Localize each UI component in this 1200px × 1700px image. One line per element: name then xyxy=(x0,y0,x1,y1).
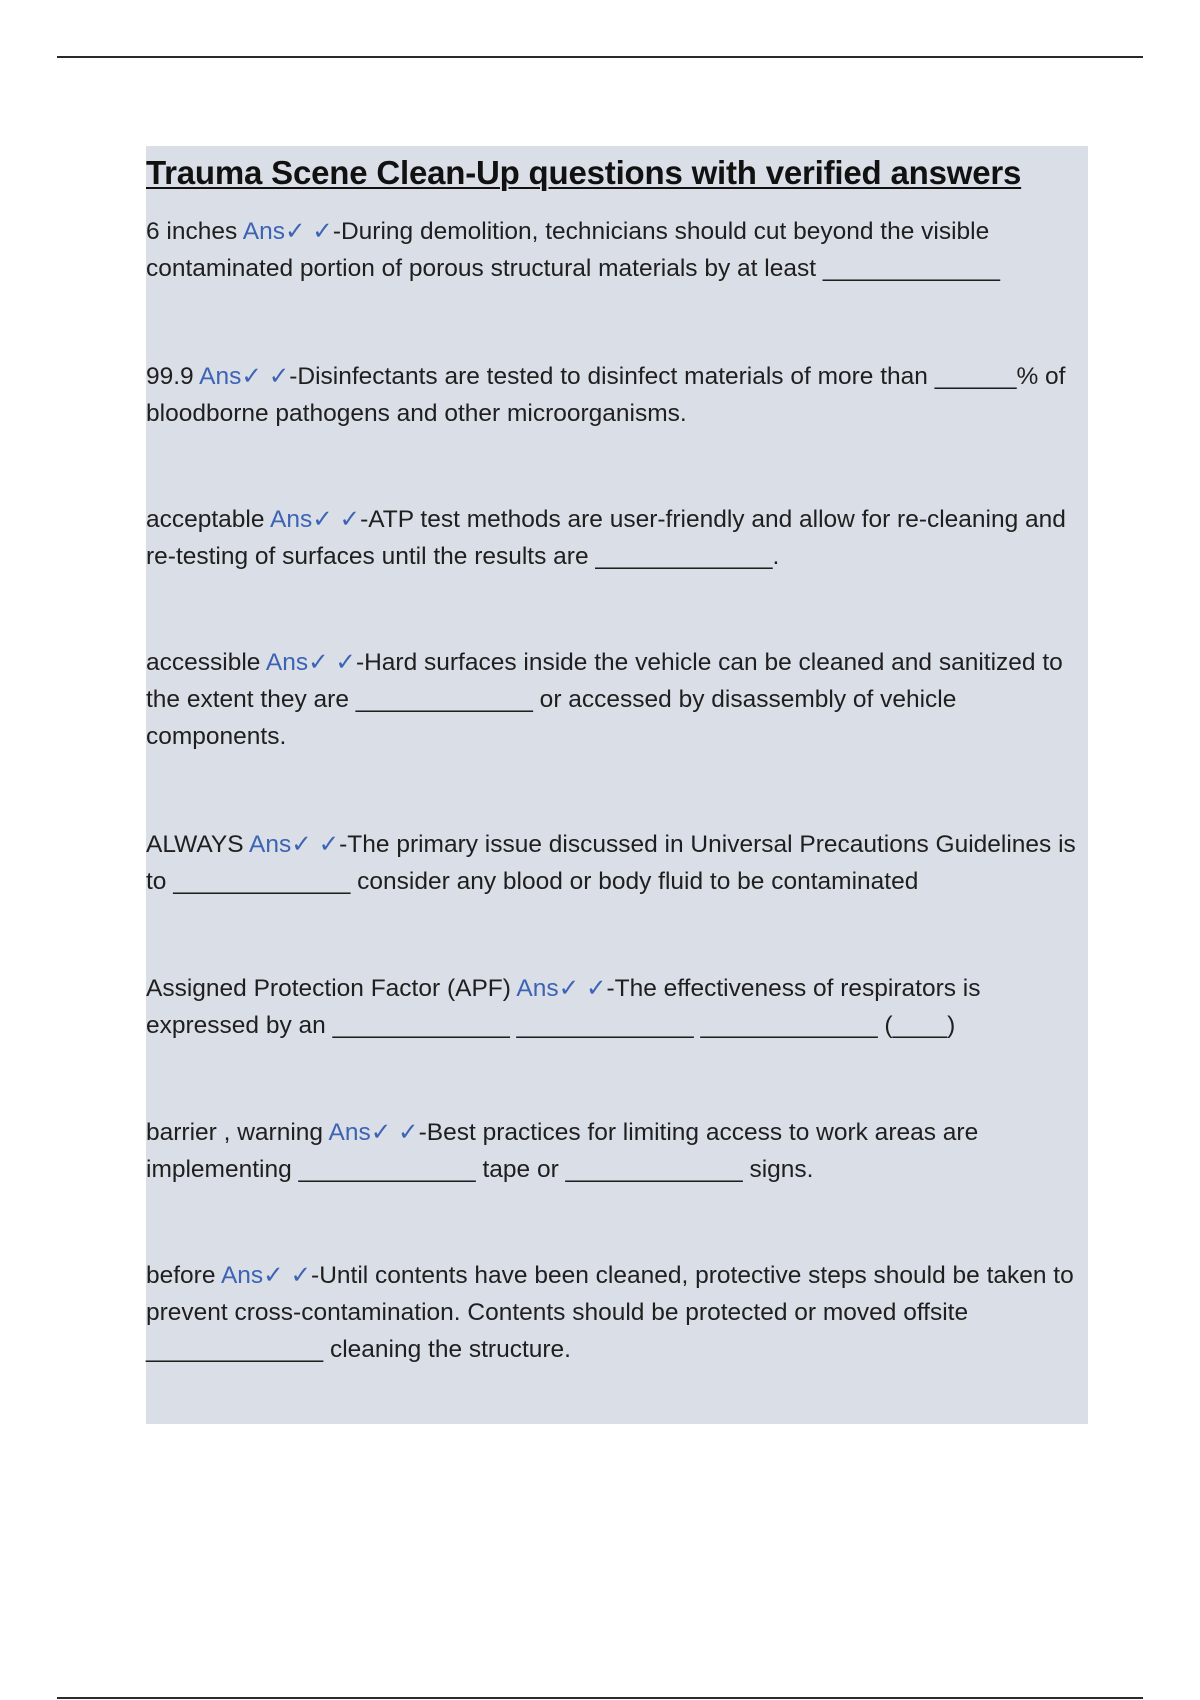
qa-item xyxy=(146,1114,1086,1188)
top-rule xyxy=(57,56,1143,58)
answer-marker: Ans✓ ✓ xyxy=(249,831,340,858)
answer-text: accessible xyxy=(146,649,261,676)
question-text: -Until contents have been cleaned, protective steps should be taken to prevent cross-contamination. Contents should be protected or moved offsite _____________ cleaning the structure. xyxy=(146,1262,1074,1363)
question-text: -The effectiveness of respirators is expressed by an _____________ _____________ _____________ (____) xyxy=(146,975,981,1039)
answer-marker: Ans✓ ✓ xyxy=(516,975,607,1002)
answer-marker: Ans✓ ✓ xyxy=(328,1119,419,1146)
qa-item xyxy=(146,826,1086,900)
answer-marker: Ans✓ ✓ xyxy=(199,363,290,390)
answer-text: 6 inches xyxy=(146,218,238,245)
answer-text: acceptable xyxy=(146,506,265,533)
content-panel xyxy=(146,146,1088,1424)
answer-marker: Ans✓ ✓ xyxy=(265,649,356,676)
qa-item xyxy=(146,970,1086,1044)
answer-marker: Ans✓ ✓ xyxy=(220,1262,312,1289)
question-text: -Hard surfaces inside the vehicle can be cleaned and sanitized to the extent they are _____________ or accessed by disassembly of vehicle components. xyxy=(146,649,1063,750)
question-text: -Disinfectants are tested to disinfect materials of more than ______% of bloodborne pathogens and other microorganisms. xyxy=(146,363,1066,427)
answer-text: Assigned Protection Factor (APF) xyxy=(146,975,511,1002)
qa-item xyxy=(146,1257,1086,1368)
document-title: Trauma Scene Clean-Up questions with verified answers xyxy=(146,154,1022,191)
answer-text: barrier , warning xyxy=(146,1119,324,1146)
question-text: -During demolition, technicians should cut beyond the visible contaminated portion of porous structural materials by at least _____________ xyxy=(146,218,1000,282)
question-text: -The primary issue discussed in Universal Precautions Guidelines is to _____________ consider any blood or body fluid to be contaminated xyxy=(146,831,1076,895)
answer-marker: Ans✓ ✓ xyxy=(269,506,361,533)
answer-text: ALWAYS xyxy=(146,831,244,858)
qa-item xyxy=(146,213,1086,287)
answer-marker: Ans✓ ✓ xyxy=(242,218,333,245)
bottom-rule xyxy=(57,1697,1143,1699)
question-text: -Best practices for limiting access to work areas are implementing _____________ tape or _____________ signs. xyxy=(146,1119,979,1183)
qa-item xyxy=(146,501,1086,575)
question-text: -ATP test methods are user-friendly and allow for re-cleaning and re-testing of surfaces until the results are _____________. xyxy=(146,506,1066,570)
qa-item xyxy=(146,644,1086,755)
answer-text: 99.9 xyxy=(146,363,194,390)
qa-item xyxy=(146,358,1086,432)
answer-text: before xyxy=(146,1262,216,1289)
